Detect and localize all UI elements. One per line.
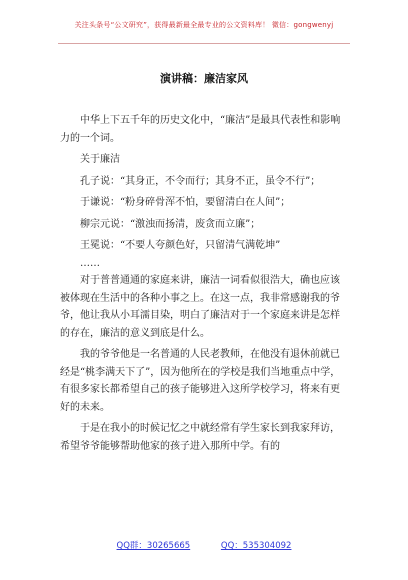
paragraph-grandfather: 我的爷爷他是一名普通的人民老教师，在他没有退休前就已经是“桃李满天下了”，因为他所在的学校是我们当地重点中学，有很多家长都希望自己的孩子能够进入这所学校学习，将来有更好的未来。 bbox=[60, 349, 341, 413]
paragraph-visitors: 于是在我小的时候记忆之中就经常有学生家长到我家拜访，希望爷爷能够帮助他家的孩子进入那所中学。有的 bbox=[60, 423, 340, 452]
document-title: 演讲稿：廉洁家风 bbox=[160, 72, 248, 85]
quote-wang-mian: 王冕说：“不要人夸颜色好，只留清气满乾坤” bbox=[80, 240, 281, 251]
document-body bbox=[60, 112, 348, 455]
header-banner: 关注头条号“公文研究”，获得最新最全最专业的公文资料库！ 微信：gongwenyj bbox=[74, 21, 334, 29]
quote-yu-qian: 于谦说：“粉身碎骨浑不怕，要留清白在人间”； bbox=[80, 197, 291, 208]
footer-contacts bbox=[0, 539, 408, 551]
intro-paragraph: 中华上下五千年的历史文化中，“廉洁”是最具代表性和影响力的一个词。 bbox=[60, 115, 341, 144]
section-heading: 关于廉洁 bbox=[80, 154, 120, 165]
quote-liu-zongyuan: 柳宗元说：“激浊而扬清，废贪而立廉”； bbox=[80, 218, 261, 230]
footer-qq[interactable]: QQ：535304092 bbox=[220, 541, 292, 551]
paragraph-family: 对于普普通通的家庭来讲，廉洁一词看似很浩大，确也应该被体现在生活中的各种小事之上。在这一点，我非常感谢我的爷爷，他让我从小耳濡目染，明白了廉洁对于一个家庭来讲是怎样的存在，廉洁的意义到底是什么。 bbox=[60, 275, 340, 339]
header-divider bbox=[58, 43, 350, 44]
quote-confucius: 孔子说：“其身正，不令而行；其身不正，虽令不行”； bbox=[80, 175, 321, 187]
ellipsis: …… bbox=[80, 257, 100, 269]
footer-qq-group[interactable]: QQ群：30265665 bbox=[116, 541, 191, 551]
